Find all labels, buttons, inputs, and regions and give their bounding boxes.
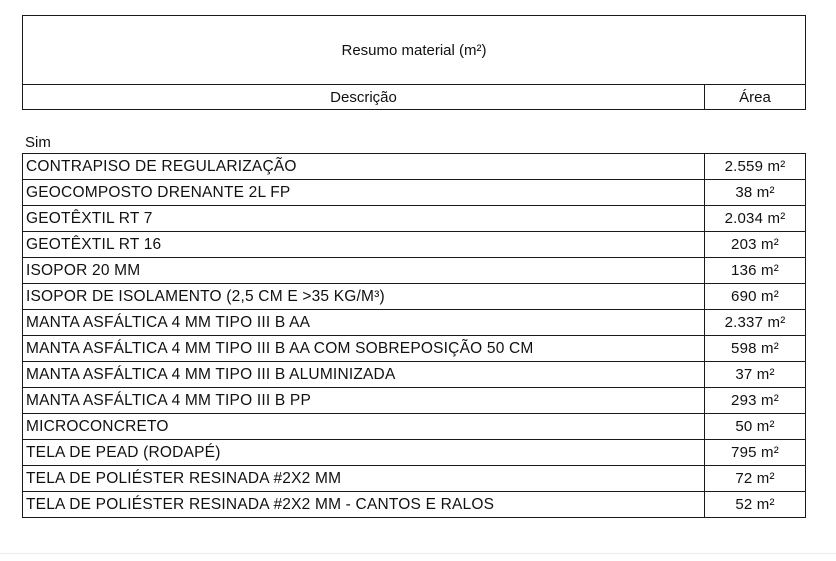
row-description: GEOTÊXTIL RT 7 [23, 206, 705, 231]
row-area: 293 m² [731, 392, 779, 409]
row-area: 52 m² [735, 496, 775, 513]
schedule-rows [22, 153, 806, 518]
table-row[interactable] [22, 154, 806, 180]
row-area: 37 m² [735, 366, 775, 383]
row-area: 2.337 m² [724, 314, 786, 331]
column-header-area[interactable]: Área [739, 88, 771, 106]
column-header-description[interactable]: Descrição [23, 85, 705, 109]
row-area: 72 m² [735, 470, 775, 487]
row-description: GEOCOMPOSTO DRENANTE 2L FP [23, 180, 705, 205]
schedule-title-text: Resumo material (m²) [341, 41, 487, 59]
group-label: Sim [25, 133, 51, 151]
row-description: MANTA ASFÁLTICA 4 MM TIPO III B AA COM SOBREPOSIÇÃO 50 CM [23, 336, 705, 361]
row-area: 50 m² [735, 418, 775, 435]
row-description: ISOPOR DE ISOLAMENTO (2,5 CM E >35 KG/M³) [23, 284, 705, 309]
row-area: 38 m² [735, 184, 775, 201]
row-area: 136 m² [731, 262, 779, 279]
row-description: MANTA ASFÁLTICA 4 MM TIPO III B ALUMINIZADA [23, 362, 705, 387]
row-area: 690 m² [731, 288, 779, 305]
material-schedule [22, 15, 806, 518]
table-row[interactable] [22, 440, 806, 466]
table-row[interactable] [22, 362, 806, 388]
table-row[interactable] [22, 388, 806, 414]
row-description: CONTRAPISO DE REGULARIZAÇÃO [23, 154, 705, 179]
row-area: 2.034 m² [724, 210, 786, 227]
table-row[interactable] [22, 206, 806, 232]
table-row[interactable] [22, 466, 806, 492]
row-description: MANTA ASFÁLTICA 4 MM TIPO III B PP [23, 388, 705, 413]
row-area: 203 m² [731, 236, 779, 253]
row-area: 795 m² [731, 444, 779, 461]
table-row[interactable] [22, 258, 806, 284]
row-description: TELA DE POLIÉSTER RESINADA #2X2 MM - CANTOS E RALOS [23, 492, 705, 517]
table-row[interactable] [22, 310, 806, 336]
schedule-title [22, 15, 806, 84]
row-description: GEOTÊXTIL RT 16 [23, 232, 705, 257]
divider [0, 553, 836, 554]
table-row[interactable] [22, 232, 806, 258]
row-description: TELA DE POLIÉSTER RESINADA #2X2 MM [23, 466, 705, 491]
row-description: ISOPOR 20 MM [23, 258, 705, 283]
row-description: TELA DE PEAD (RODAPÉ) [23, 440, 705, 465]
row-description: MANTA ASFÁLTICA 4 MM TIPO III B AA [23, 310, 705, 335]
row-area: 2.559 m² [724, 158, 786, 175]
row-area: 598 m² [731, 340, 779, 357]
header-row [22, 84, 806, 110]
table-row[interactable] [22, 414, 806, 440]
table-row[interactable] [22, 284, 806, 310]
table-row[interactable] [22, 180, 806, 206]
table-row[interactable] [22, 336, 806, 362]
row-description: MICROCONCRETO [23, 414, 705, 439]
table-row[interactable] [22, 492, 806, 518]
